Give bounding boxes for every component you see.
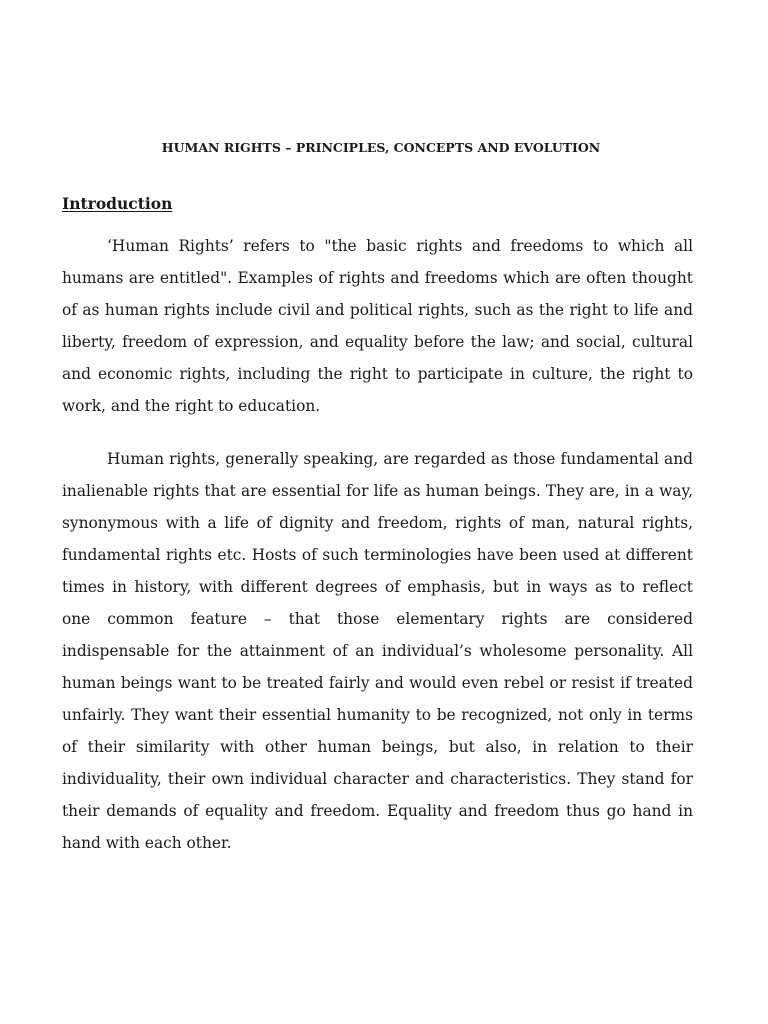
section-heading-introduction: Introduction: [62, 194, 173, 213]
document-title: HUMAN RIGHTS – PRINCIPLES, CONCEPTS AND EVOLUTION: [161, 140, 601, 155]
paragraph-1: ‘Human Rights’ refers to "the basic rights and freedoms to which all humans are entitled". Examples of rights and freedoms which are often thought of as human rights include civil and political rights, such as the right to life and liberty, freedom of expression, and equality before the law; and social, cultural and economic rights, including the right to participate in culture, the right to work, and the right to education.: [62, 237, 693, 415]
paragraph-2: Human rights, generally speaking, are regarded as those fundamental and inalienable rights that are essential for life as human beings. They are, in a way, synonymous with a life of dignity and freedom, rights of man, natural rights, fundamental rights etc. Hosts of such terminologies have been used at different times in history, with different degrees of emphasis, but in ways as to reflect one common feature – that those elementary rights are considered indispensable for the attainment of an individual’s wholesome personality. All human beings want to be treated fairly and would even rebel or resist if treated unfairly. They want their essential humanity to be recognized, not only in terms of their similarity with other human beings, but also, in relation to their individuality, their own individual character and characteristics. They stand for their demands of equality and freedom. Equality and freedom thus go hand in hand with each other.: [62, 450, 693, 852]
